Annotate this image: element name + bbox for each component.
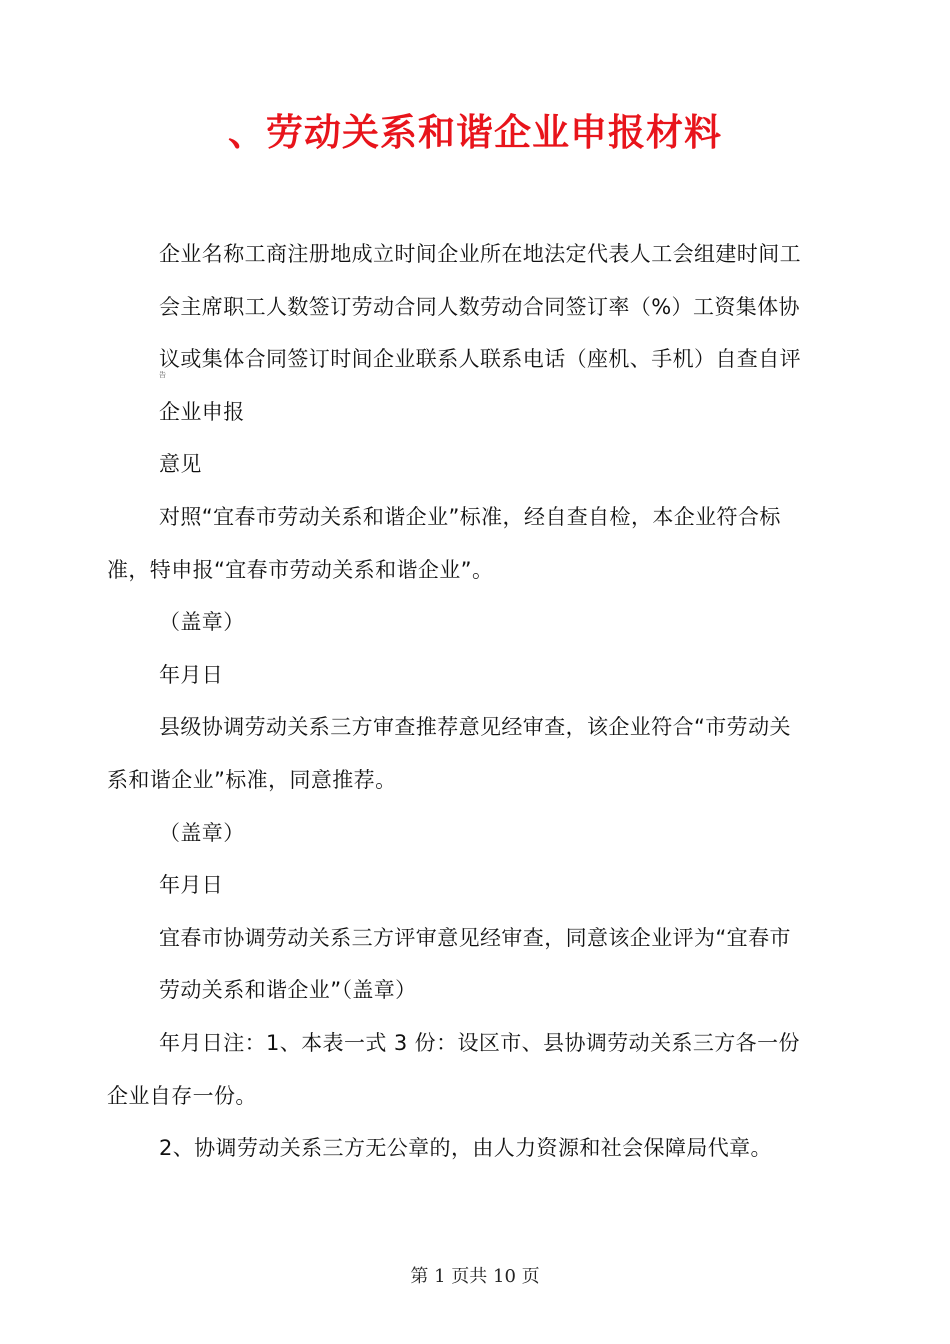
paragraph-line: 会主席职工人数签订劳动合同人数劳动合同签订率（%）工资集体协 xyxy=(159,294,800,319)
paragraph-line: 系和谐企业”标准，同意推荐。 xyxy=(107,767,397,792)
paragraph-date-2 xyxy=(107,859,847,912)
paragraph-company-info xyxy=(107,228,847,386)
paragraph-seal-1 xyxy=(107,596,847,649)
paragraph-line: 2、协调劳动关系三方无公章的，由人力资源和社会保障局代章。 xyxy=(159,1136,772,1161)
paragraph-line: 劳动关系和谐企业”（盖章） xyxy=(159,978,417,1003)
document-body xyxy=(107,228,847,1175)
paragraph-opinion xyxy=(107,438,847,491)
paragraph-line: 年月日 xyxy=(159,662,224,687)
paragraph-county-review xyxy=(107,701,847,806)
paragraph-line: 对照“宜春市劳动关系和谐企业”标准，经自查自检，本企业符合标 xyxy=(159,504,781,529)
paragraph-line: 企业自存一份。 xyxy=(107,1083,257,1108)
paragraph-line: （盖章） xyxy=(159,610,245,635)
paragraph-line: 县级协调劳动关系三方审查推荐意见经审查，该企业符合“市劳动关 xyxy=(159,715,791,740)
paragraph-line: 宜春市协调劳动关系三方评审意见经审查，同意该企业评为“宜春市 xyxy=(159,925,791,950)
paragraph-city-review xyxy=(107,912,847,1017)
paragraph-line: 议或集体合同签订时间企业联系人联系电话（座机、手机）自查自评 xyxy=(159,347,801,372)
paragraph-line: 年月日 xyxy=(159,873,224,898)
paragraph-line: 准，特申报“宜春市劳动关系和谐企业”。 xyxy=(107,557,494,582)
tiny-mark: 告 xyxy=(159,370,166,379)
paragraph-line: 年月日注：1、本表一式 3 份：设区市、县协调劳动关系三方各一份 xyxy=(159,1030,800,1055)
document-title: 、劳动关系和谐企业申报材料 xyxy=(228,111,722,154)
paragraph-note-2 xyxy=(107,1122,847,1175)
paragraph-line: 企业申报 xyxy=(159,399,245,424)
paragraph-line: 企业名称工商注册地成立时间企业所在地法定代表人工会组建时间工 xyxy=(159,242,801,266)
paragraph-note-1 xyxy=(107,1017,847,1122)
paragraph-seal-2 xyxy=(107,807,847,860)
paragraph-date-1 xyxy=(107,649,847,702)
paragraph-line: 意见 xyxy=(159,452,202,477)
paragraph-company-apply xyxy=(107,386,847,439)
paragraph-line: （盖章） xyxy=(159,820,245,845)
paragraph-self-check xyxy=(107,491,847,596)
page-number-footer: 第 1 页共 10 页 xyxy=(410,1266,540,1287)
